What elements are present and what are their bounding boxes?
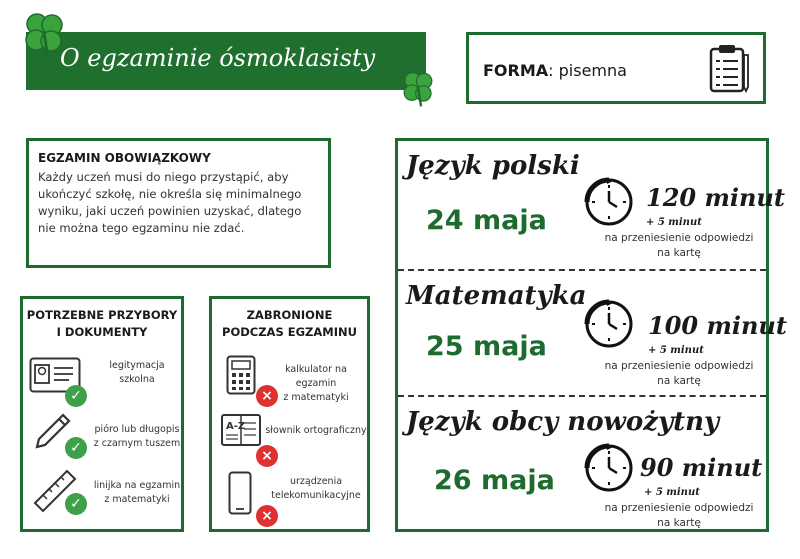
- exam-date: 25 maja: [426, 331, 547, 362]
- svg-text:A-Z: A-Z: [226, 421, 246, 432]
- forbidden-heading: ZABRONIONE PODCZAS EGZAMINU: [222, 308, 357, 339]
- exam-duration: 120 minut: [646, 183, 785, 212]
- obligatory-box: [26, 138, 331, 268]
- exam-schedule-box: [395, 138, 787, 532]
- required-tools-box: [20, 296, 184, 532]
- forbidden-label: urządzenia telekomunikacyjne: [271, 476, 361, 501]
- exam-extra-time: + 5 minut: [644, 487, 700, 498]
- clock-icon: [582, 297, 638, 351]
- obligatory-text: Każdy uczeń musi do niego przystąpić, aby ukończyć szkołę, nie określa się minimalnego wyniku, jaki uczeń powinien uzyskać, dlatego nie można tego egzaminu nie zdać.: [38, 170, 302, 235]
- forbidden-label: słownik ortograficzny: [265, 425, 367, 436]
- check-icon: ✓: [65, 385, 87, 407]
- obligatory-heading: EGZAMIN OBOWIĄZKOWY: [38, 151, 211, 165]
- check-icon: ✓: [65, 493, 87, 515]
- divider: [398, 395, 766, 397]
- phone-icon: [228, 471, 252, 515]
- dictionary-icon: [220, 413, 262, 447]
- cross-icon: ×: [256, 505, 278, 527]
- tool-label: pióro lub długopis z czarnym tuszem: [93, 424, 181, 449]
- clover-icon: [398, 68, 438, 108]
- exam-duration: 100 minut: [648, 311, 787, 340]
- exam-note: na przeniesienie odpowiedzi na kartę: [604, 232, 754, 259]
- exam-duration: 90 minut: [640, 453, 763, 482]
- page-title: O egzaminie ósmoklasisty: [60, 44, 376, 72]
- cross-icon: ×: [256, 385, 278, 407]
- exam-note: na przeniesienie odpowiedzi na kartę: [604, 360, 754, 387]
- tool-label: linijka na egzamin z matematyki: [93, 480, 181, 505]
- exam-subject: Matematyka: [406, 281, 587, 311]
- cross-icon: ×: [256, 445, 278, 467]
- clock-icon: [582, 441, 638, 495]
- exam-date: 26 maja: [434, 465, 555, 496]
- forbidden-box: [209, 296, 370, 532]
- exam-extra-time: + 5 minut: [646, 217, 702, 228]
- exam-subject: Język obcy nowożytny: [406, 407, 720, 437]
- exam-date: 24 maja: [426, 205, 547, 236]
- divider: [398, 269, 766, 271]
- clock-icon: [582, 175, 638, 229]
- exam-subject: Język polski: [406, 151, 580, 181]
- calculator-icon: [226, 355, 256, 395]
- exam-extra-time: + 5 minut: [648, 345, 704, 356]
- forma-box: [466, 32, 766, 104]
- clipboard-checklist-icon: [707, 43, 755, 95]
- tool-label: legitymacja szkolna: [109, 360, 165, 385]
- forbidden-label: kalkulator na egzamin z matematyki: [283, 364, 349, 403]
- check-icon: ✓: [65, 437, 87, 459]
- clover-icon: [18, 8, 70, 60]
- forma-label: FORMA: pisemna: [483, 61, 627, 80]
- exam-note: na przeniesienie odpowiedzi na kartę: [604, 502, 754, 529]
- tools-heading: POTRZEBNE PRZYBORY I DOKUMENTY: [26, 308, 178, 339]
- title-banner: [26, 32, 426, 90]
